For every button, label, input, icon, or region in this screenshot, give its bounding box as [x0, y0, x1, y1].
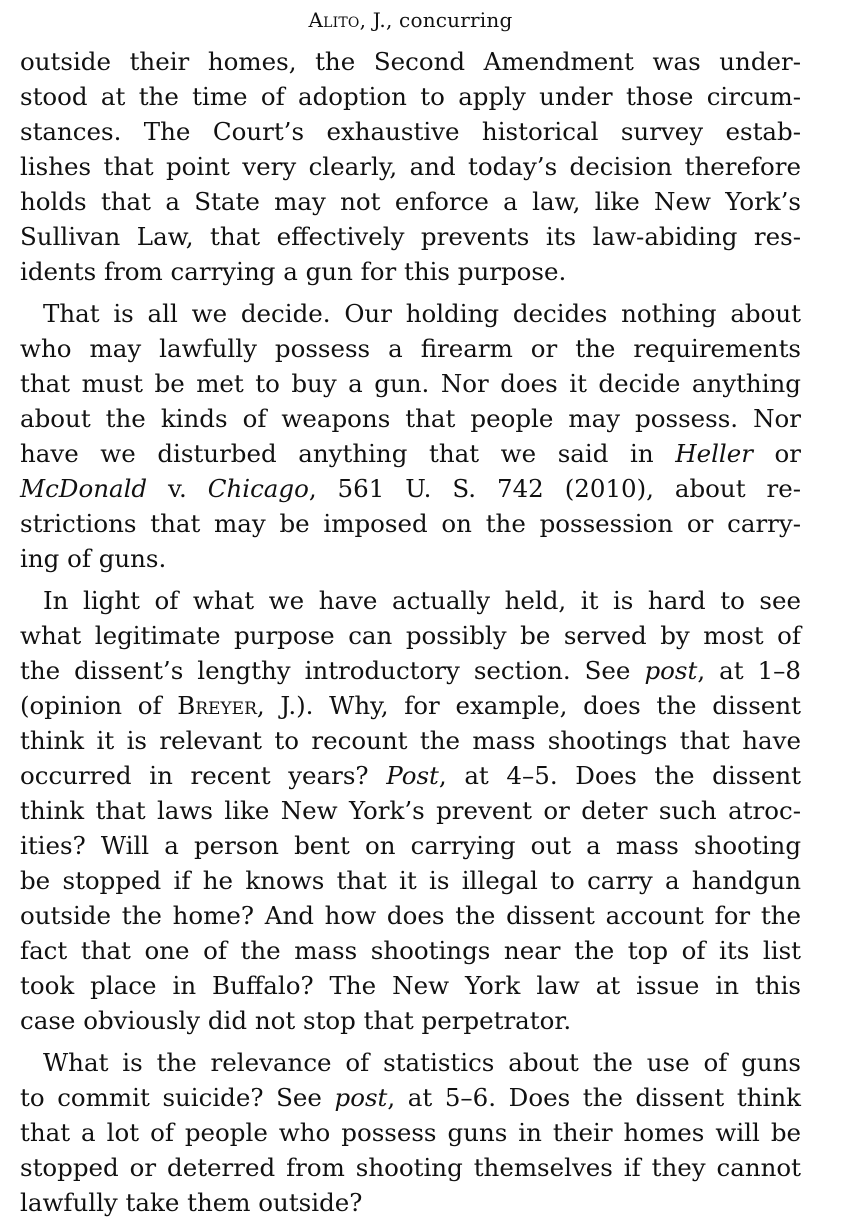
text-run: strictions that may be imposed on the possession or carry-	[20, 509, 801, 538]
text-run: fact that one of the mass shootings near the top of its list	[20, 936, 801, 965]
text-run: stopped or deterred from shooting themselves if they cannot	[20, 1153, 801, 1182]
text-run: ities? Will a person bent on carrying out a mass shooting	[20, 831, 801, 860]
text-line	[20, 541, 801, 576]
text-run: have we disturbed anything that we said in	[20, 439, 676, 468]
text-run: , at 5–6. Does the dissent think	[387, 1083, 801, 1112]
text-line	[20, 219, 801, 254]
text-run: (opinion of	[20, 691, 178, 720]
text-line	[20, 331, 801, 366]
italic-citation: post	[644, 656, 698, 685]
text-line	[20, 1150, 801, 1185]
text-line	[20, 436, 801, 471]
justice-name: Breyer	[177, 691, 257, 720]
italic-citation: Chicago	[207, 474, 309, 503]
text-run: about the kinds of weapons that people may possess. Nor	[20, 404, 801, 433]
text-line	[20, 401, 801, 436]
text-line	[20, 1185, 801, 1220]
paragraph	[20, 296, 801, 576]
text-run: That is all we decide. Our holding decides nothing about	[43, 299, 801, 328]
text-line	[20, 44, 801, 79]
text-run: stances. The Court’s exhaustive historical survey estab-	[20, 117, 801, 146]
text-line	[20, 863, 801, 898]
text-run: that must be met to buy a gun. Nor does it decide anything	[20, 369, 801, 398]
running-head	[20, 0, 801, 44]
text-run: v.	[147, 474, 208, 503]
text-run: think that laws like New York’s prevent or deter such atroc-	[20, 796, 801, 825]
text-run: lishes that point very clearly, and today’s decision therefore	[20, 152, 801, 181]
text-run: occurred in recent years?	[20, 761, 387, 790]
text-run: idents from carrying a gun for this purpose.	[20, 257, 567, 286]
text-line	[20, 114, 801, 149]
paragraph	[20, 44, 801, 289]
italic-citation: post	[334, 1083, 388, 1112]
text-run: or	[752, 439, 802, 468]
italic-citation: McDonald	[20, 474, 148, 503]
text-line	[20, 1045, 801, 1080]
text-run: took place in Buffalo? The New York law at issue in this	[20, 971, 801, 1000]
text-run: stood at the time of adoption to apply under those circum-	[20, 82, 801, 111]
text-run: What is the relevance of statistics about the use of guns	[43, 1048, 801, 1077]
text-run: that a lot of people who possess guns in their homes will be	[20, 1118, 801, 1147]
italic-citation: Heller	[675, 439, 753, 468]
text-line	[20, 1115, 801, 1150]
running-head-rest: , J., concurring	[359, 8, 513, 32]
text-line	[20, 933, 801, 968]
text-run: outside the home? And how does the dissent account for the	[20, 901, 801, 930]
text-line	[20, 366, 801, 401]
text-line	[20, 1080, 801, 1115]
text-run: holds that a State may not enforce a law, like New York’s	[20, 187, 801, 216]
text-run: Sullivan Law, that effectively prevents its law-abiding res-	[20, 222, 801, 251]
paragraph	[20, 1045, 801, 1220]
text-run: what legitimate purpose can possibly be served by most of	[20, 621, 801, 650]
text-run: In light of what we have actually held, it is hard to see	[43, 586, 801, 615]
text-line	[20, 723, 801, 758]
text-run: who may lawfully possess a firearm or the requirements	[20, 334, 801, 363]
text-line	[20, 471, 801, 506]
paragraph	[20, 583, 801, 1038]
text-line	[20, 618, 801, 653]
text-line	[20, 149, 801, 184]
text-line	[20, 653, 801, 688]
text-run: outside their homes, the Second Amendment was under-	[20, 47, 801, 76]
text-line	[20, 1003, 801, 1038]
text-run: , J.). Why, for example, does the dissent	[256, 691, 801, 720]
text-line	[20, 828, 801, 863]
text-line	[20, 758, 801, 793]
text-run: , 561 U. S. 742 (2010), about re-	[308, 474, 801, 503]
running-head-author: Alito	[308, 8, 360, 32]
text-line	[20, 506, 801, 541]
text-line	[20, 184, 801, 219]
text-line	[20, 79, 801, 114]
text-run: think it is relevant to recount the mass shootings that have	[20, 726, 801, 755]
text-line	[20, 688, 801, 723]
text-run: ing of guns.	[20, 544, 167, 573]
text-line	[20, 898, 801, 933]
text-line	[20, 254, 801, 289]
opinion-body	[20, 44, 801, 1220]
text-run: to commit suicide? See	[20, 1083, 335, 1112]
text-line	[20, 793, 801, 828]
text-run: lawfully take them outside?	[20, 1188, 363, 1217]
text-run: case obviously did not stop that perpetrator.	[20, 1006, 572, 1035]
opinion-page	[20, 0, 801, 1220]
italic-citation: Post	[386, 761, 439, 790]
text-line	[20, 583, 801, 618]
text-run: be stopped if he knows that it is illegal to carry a handgun	[20, 866, 801, 895]
text-line	[20, 296, 801, 331]
text-run: , at 4–5. Does the dissent	[438, 761, 801, 790]
text-line	[20, 968, 801, 1003]
text-run: the dissent’s lengthy introductory section. See	[20, 656, 645, 685]
text-run: , at 1–8	[697, 656, 802, 685]
